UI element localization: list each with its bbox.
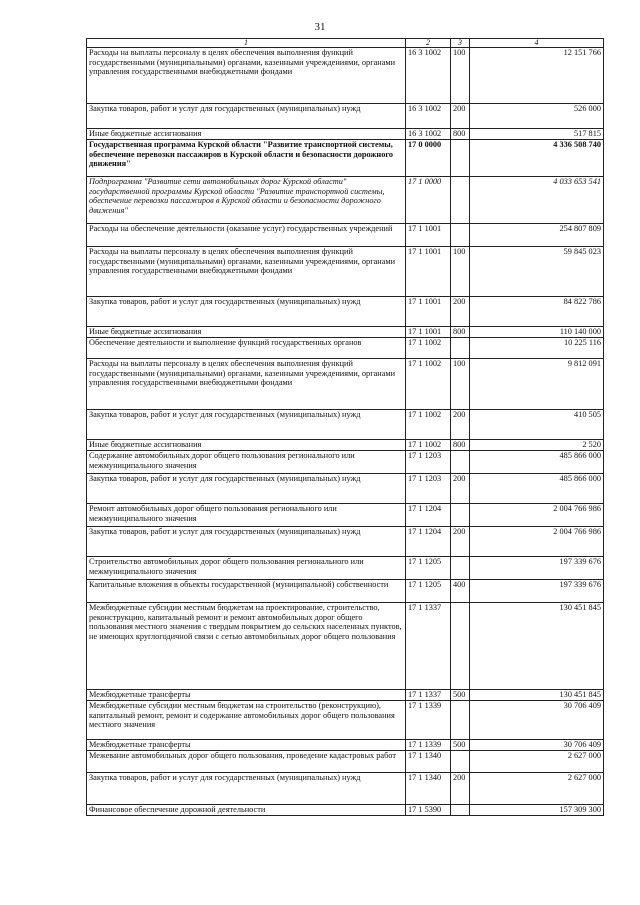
table-row: [87, 247, 604, 297]
row-code: 17 1 1001: [406, 224, 451, 247]
row-vr: [451, 701, 470, 740]
row-amount: 254 807 809: [470, 224, 604, 247]
row-name: Финансовое обеспечение дорожной деятельности: [87, 805, 406, 816]
header-col-name: 1: [87, 39, 406, 48]
row-name: Межевание автомобильных дорог общего пользования, проведение кадастровых работ: [87, 751, 406, 773]
row-code: 17 1 1339: [406, 701, 451, 740]
row-vr: 800: [451, 129, 470, 140]
row-amount: 84 822 786: [470, 297, 604, 327]
row-vr: [451, 557, 470, 580]
table-row: [87, 140, 604, 177]
row-name: Закупка товаров, работ и услуг для государственных (муниципальных) нужд: [87, 410, 406, 440]
row-name: Подпрограмма "Развитие сети автомобильных дорог Курской области" государственной программы Курской области "Развитие транспортной системы, обеспечение перевозки пассажиров в Курской области и безопасности дорожного движения": [87, 177, 406, 224]
row-vr: 200: [451, 773, 470, 805]
row-name: Межбюджетные субсидии местным бюджетам на проектирование, строительство, реконструкцию, капитальный ремонт и ремонт автомобильных дорог общего пользования местного значения с твердым покрытием до сельских населенных пунктов, не имеющих круглогодичной связи с сетью автомобильных дорог общего пользования: [87, 603, 406, 690]
row-amount: 30 706 409: [470, 740, 604, 751]
row-vr: [451, 451, 470, 474]
row-code: 17 1 1002: [406, 410, 451, 440]
row-name: Обеспечение деятельности и выполнение функций государственных органов: [87, 338, 406, 359]
table-row: [87, 773, 604, 805]
table-row: [87, 740, 604, 751]
row-amount: 59 845 023: [470, 247, 604, 297]
row-code: 17 1 1203: [406, 451, 451, 474]
row-name: Расходы на выплаты персоналу в целях обеспечения выполнения функций государственными (муниципальными) органами, казенными учреждениями, органами управления государственными внебюджетными фондами: [87, 247, 406, 297]
row-vr: 100: [451, 359, 470, 410]
row-code: 17 1 1339: [406, 740, 451, 751]
row-code: 16 3 1002: [406, 129, 451, 140]
row-vr: [451, 504, 470, 527]
row-name: Закупка товаров, работ и услуг для государственных (муниципальных) нужд: [87, 104, 406, 129]
row-amount: 130 451 845: [470, 690, 604, 701]
row-name: Капитальные вложения в объекты государственной (муниципальной) собственности: [87, 580, 406, 603]
row-name: Межбюджетные трансферты: [87, 740, 406, 751]
row-code: 17 1 1001: [406, 327, 451, 338]
row-amount: 2 004 766 986: [470, 527, 604, 557]
table-row: [87, 557, 604, 580]
row-name: Расходы на обеспечение деятельности (оказание услуг) государственных учреждений: [87, 224, 406, 247]
row-name: Закупка товаров, работ и услуг для государственных (муниципальных) нужд: [87, 773, 406, 805]
table-row: [87, 129, 604, 140]
table-row: [87, 224, 604, 247]
table-row: [87, 451, 604, 474]
row-code: 17 1 5390: [406, 805, 451, 816]
row-amount: 12 151 766: [470, 48, 604, 104]
row-vr: 200: [451, 527, 470, 557]
row-name: Закупка товаров, работ и услуг для государственных (муниципальных) нужд: [87, 527, 406, 557]
row-amount: 4 033 653 541: [470, 177, 604, 224]
row-amount: 157 309 300: [470, 805, 604, 816]
row-name: Содержание автомобильных дорог общего пользования регионального или межмуниципального значения: [87, 451, 406, 474]
row-code: 17 1 0000: [406, 177, 451, 224]
row-amount: 197 339 676: [470, 580, 604, 603]
table-row: [87, 410, 604, 440]
table-row: [87, 603, 604, 690]
row-vr: 200: [451, 297, 470, 327]
row-vr: 500: [451, 690, 470, 701]
table-row: [87, 440, 604, 451]
row-name: Расходы на выплаты персоналу в целях обеспечения выполнения функций государственными (муниципальными) органами, казенными учреждениями, органами управления государственными внебюджетными фондами: [87, 359, 406, 410]
table-row: [87, 701, 604, 740]
header-col-code: 2: [406, 39, 451, 48]
row-name: Закупка товаров, работ и услуг для государственных (муниципальных) нужд: [87, 474, 406, 504]
row-vr: 200: [451, 474, 470, 504]
table-body: [87, 48, 604, 816]
row-name: Межбюджетные трансферты: [87, 690, 406, 701]
row-name: Иные бюджетные ассигнования: [87, 129, 406, 140]
table-row: [87, 177, 604, 224]
row-code: 17 1 1340: [406, 751, 451, 773]
table-row: [87, 338, 604, 359]
row-vr: 100: [451, 48, 470, 104]
row-amount: 517 815: [470, 129, 604, 140]
row-code: 17 1 1205: [406, 580, 451, 603]
row-code: 17 1 1204: [406, 527, 451, 557]
page-number: 31: [314, 21, 326, 33]
row-name: Иные бюджетные ассигнования: [87, 327, 406, 338]
row-amount: 30 706 409: [470, 701, 604, 740]
row-code: 17 1 1203: [406, 474, 451, 504]
table-row: [87, 580, 604, 603]
row-vr: [451, 140, 470, 177]
row-vr: 400: [451, 580, 470, 603]
row-vr: 100: [451, 247, 470, 297]
row-name: Строительство автомобильных дорог общего пользования регионального или межмуниципального значения: [87, 557, 406, 580]
table-row: [87, 327, 604, 338]
row-code: 17 1 1205: [406, 557, 451, 580]
row-amount: 10 225 116: [470, 338, 604, 359]
table-row: [87, 48, 604, 104]
row-name: Государственная программа Курской области "Развитие транспортной системы, обеспечение перевозки пассажиров в Курской области и безопасности дорожного движения": [87, 140, 406, 177]
table-header-row: [87, 39, 604, 48]
row-amount: 2 520: [470, 440, 604, 451]
row-name: Межбюджетные субсидии местным бюджетам на строительство (реконструкцию), капитальный ремонт, ремонт и содержание автомобильных дорог общего пользования местного значения: [87, 701, 406, 740]
row-code: 16 3 1002: [406, 48, 451, 104]
budget-table: [86, 38, 604, 816]
row-vr: [451, 751, 470, 773]
row-amount: 526 000: [470, 104, 604, 129]
row-code: 16 3 1002: [406, 104, 451, 129]
table-row: [87, 527, 604, 557]
table-row: [87, 805, 604, 816]
row-code: 17 1 1337: [406, 690, 451, 701]
row-amount: 2 627 000: [470, 773, 604, 805]
header-col-amount: 4: [470, 39, 604, 48]
row-name: Закупка товаров, работ и услуг для государственных (муниципальных) нужд: [87, 297, 406, 327]
row-amount: 197 339 676: [470, 557, 604, 580]
row-amount: 485 866 000: [470, 451, 604, 474]
row-vr: 800: [451, 440, 470, 451]
row-code: 17 1 1340: [406, 773, 451, 805]
row-code: 17 0 0000: [406, 140, 451, 177]
row-amount: 2 627 000: [470, 751, 604, 773]
table-row: [87, 751, 604, 773]
row-code: 17 1 1002: [406, 440, 451, 451]
row-name: Расходы на выплаты персоналу в целях обеспечения выполнения функций государственными (муниципальными) органами, казенными учреждениями, органами управления государственными внебюджетными фондами: [87, 48, 406, 104]
row-vr: 800: [451, 327, 470, 338]
row-code: 17 1 1001: [406, 247, 451, 297]
row-name: Иные бюджетные ассигнования: [87, 440, 406, 451]
header-col-vr: 3: [451, 39, 470, 48]
row-amount: 410 505: [470, 410, 604, 440]
row-vr: [451, 805, 470, 816]
table-row: [87, 504, 604, 527]
row-vr: 200: [451, 410, 470, 440]
row-amount: 130 451 845: [470, 603, 604, 690]
table-row: [87, 690, 604, 701]
table-row: [87, 297, 604, 327]
row-amount: 9 812 091: [470, 359, 604, 410]
row-name: Ремонт автомобильных дорог общего пользования регионального или межмуниципального значения: [87, 504, 406, 527]
row-code: 17 1 1001: [406, 297, 451, 327]
row-code: 17 1 1002: [406, 359, 451, 410]
row-vr: 200: [451, 104, 470, 129]
row-code: 17 1 1002: [406, 338, 451, 359]
row-code: 17 1 1204: [406, 504, 451, 527]
row-amount: 2 004 766 986: [470, 504, 604, 527]
row-vr: [451, 338, 470, 359]
row-amount: 4 336 508 740: [470, 140, 604, 177]
row-vr: [451, 177, 470, 224]
row-amount: 485 866 000: [470, 474, 604, 504]
row-code: 17 1 1337: [406, 603, 451, 690]
row-vr: [451, 603, 470, 690]
table-row: [87, 474, 604, 504]
table-row: [87, 359, 604, 410]
row-vr: 500: [451, 740, 470, 751]
row-amount: 110 140 000: [470, 327, 604, 338]
table-row: [87, 104, 604, 129]
row-vr: [451, 224, 470, 247]
